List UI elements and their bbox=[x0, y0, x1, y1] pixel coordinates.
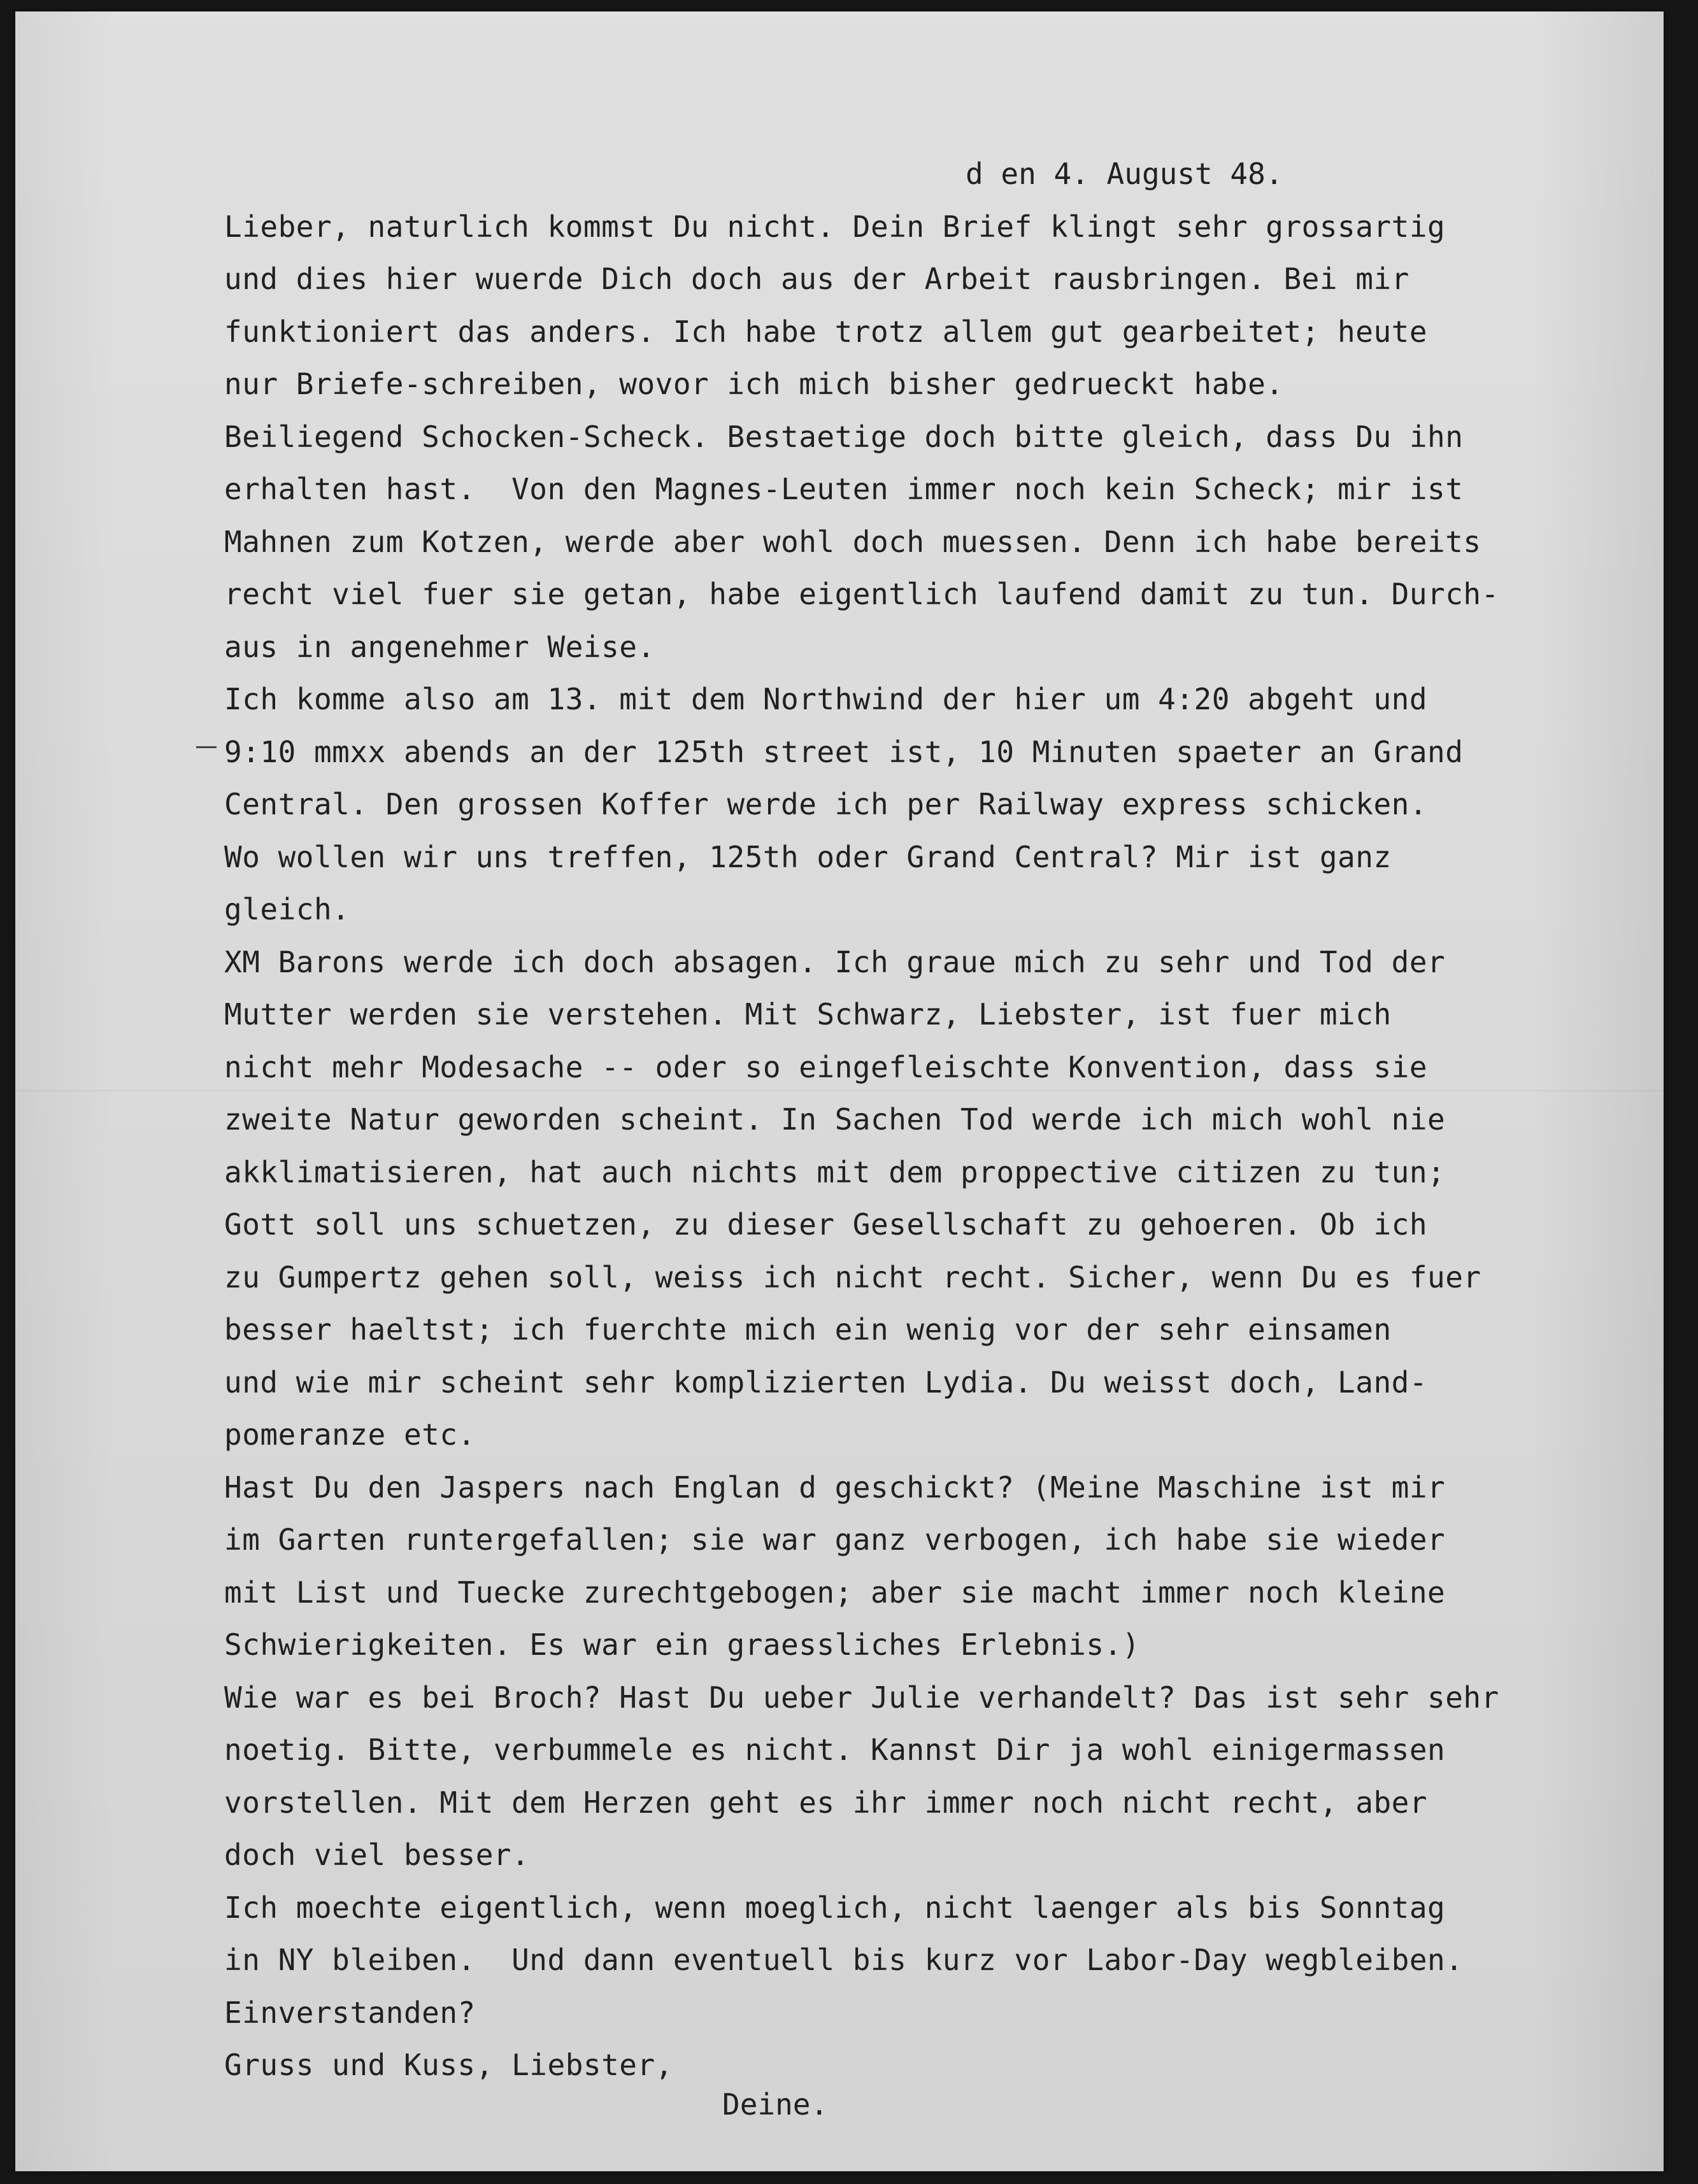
body-line: Hast Du den Jaspers nach Englan d geschickt? (Meine Maschine ist mir bbox=[224, 1470, 1446, 1505]
body-line: in NY bleiben. Und dann eventuell bis kurz vor Labor-Day wegbleiben. bbox=[224, 1943, 1464, 1977]
body-line: erhalten hast. Von den Magnes-Leuten immer noch kein Scheck; mir ist bbox=[224, 472, 1464, 506]
letter-signature: Deine. bbox=[722, 2087, 829, 2122]
body-line: doch viel besser. bbox=[224, 1838, 530, 1872]
body-line: Ich moechte eigentlich, wenn moeglich, nicht laenger als bis Sonntag bbox=[224, 1890, 1446, 1925]
body-line: und wie mir scheint sehr komplizierten Lydia. Du weisst doch, Land- bbox=[224, 1365, 1428, 1400]
body-line: Ich komme also am 13. mit dem Northwind der hier um 4:20 abgeht und bbox=[224, 682, 1428, 716]
body-line: aus in angenehmer Weise. bbox=[224, 629, 655, 664]
body-line: Wie war es bei Broch? Hast Du ueber Julie verhandelt? Das ist sehr sehr bbox=[224, 1680, 1499, 1715]
body-line: und dies hier wuerde Dich doch aus der Arbeit rausbringen. Bei mir bbox=[224, 262, 1409, 296]
body-line: Mahnen zum Kotzen, werde aber wohl doch muessen. Denn ich habe bereits bbox=[224, 524, 1481, 559]
letter-body bbox=[224, 148, 1613, 2092]
body-line: gleich. bbox=[224, 892, 350, 926]
body-line: Schwierigkeiten. Es war ein graessliches Erlebnis.) bbox=[224, 1627, 1140, 1662]
body-line: akklimatisieren, hat auch nichts mit dem proppective citizen zu tun; bbox=[224, 1154, 1446, 1189]
body-line: funktioniert das anders. Ich habe trotz allem gut gearbeitet; heute bbox=[224, 314, 1428, 349]
body-line: Wo wollen wir uns treffen, 125th oder Grand Central? Mir ist ganz bbox=[224, 839, 1392, 874]
spacer-line bbox=[224, 148, 1613, 201]
body-line: mit List und Tuecke zurechtgebogen; aber sie macht immer noch kleine bbox=[224, 1575, 1446, 1610]
body-line: recht viel fuer sie getan, habe eigentlich laufend damit zu tun. Durch- bbox=[224, 577, 1499, 611]
body-line: Lieber, naturlich kommst Du nicht. Dein Brief klingt sehr grossartig bbox=[224, 209, 1446, 244]
body-line: zu Gumpertz gehen soll, weiss ich nicht recht. Sicher, wenn Du es fuer bbox=[224, 1259, 1481, 1294]
body-line: Einverstanden? bbox=[224, 1995, 476, 2030]
body-line: vorstellen. Mit dem Herzen geht es ihr immer noch nicht recht, aber bbox=[224, 1785, 1428, 1820]
body-line: Central. Den grossen Koffer werde ich per Railway express schicken. bbox=[224, 787, 1428, 821]
body-line: Gruss und Kuss, Liebster, bbox=[224, 2048, 673, 2082]
body-line: Mutter werden sie verstehen. Mit Schwarz, Liebster, ist fuer mich bbox=[224, 997, 1392, 1032]
body-line: noetig. Bitte, verbummele es nicht. Kannst Dir ja wohl einigermassen bbox=[224, 1733, 1446, 1767]
margin-mark bbox=[196, 746, 217, 748]
body-line: nicht mehr Modesache -- oder so eingefleischte Konvention, dass sie bbox=[224, 1049, 1428, 1084]
body-line: XM Barons werde ich doch absagen. Ich graue mich zu sehr und Tod der bbox=[224, 944, 1446, 979]
letter-date: d en 4. August 48. bbox=[966, 157, 1283, 191]
body-line: besser haeltst; ich fuerchte mich ein wenig vor der sehr einsamen bbox=[224, 1312, 1392, 1347]
body-line: nur Briefe-schreiben, wovor ich mich bisher gedrueckt habe. bbox=[224, 367, 1284, 401]
body-line: Gott soll uns schuetzen, zu dieser Gesellschaft zu gehoeren. Ob ich bbox=[224, 1207, 1428, 1242]
body-line: im Garten runtergefallen; sie war ganz verbogen, ich habe sie wieder bbox=[224, 1522, 1446, 1557]
body-line: Beiliegend Schocken-Scheck. Bestaetige doch bitte gleich, dass Du ihn bbox=[224, 419, 1464, 454]
body-line: pomeranze etc. bbox=[224, 1417, 476, 1452]
body-line: 9:10 mmxx abends an der 125th street ist, 10 Minuten spaeter an Grand bbox=[224, 734, 1464, 769]
body-line: zweite Natur geworden scheint. In Sachen Tod werde ich mich wohl nie bbox=[224, 1102, 1446, 1137]
